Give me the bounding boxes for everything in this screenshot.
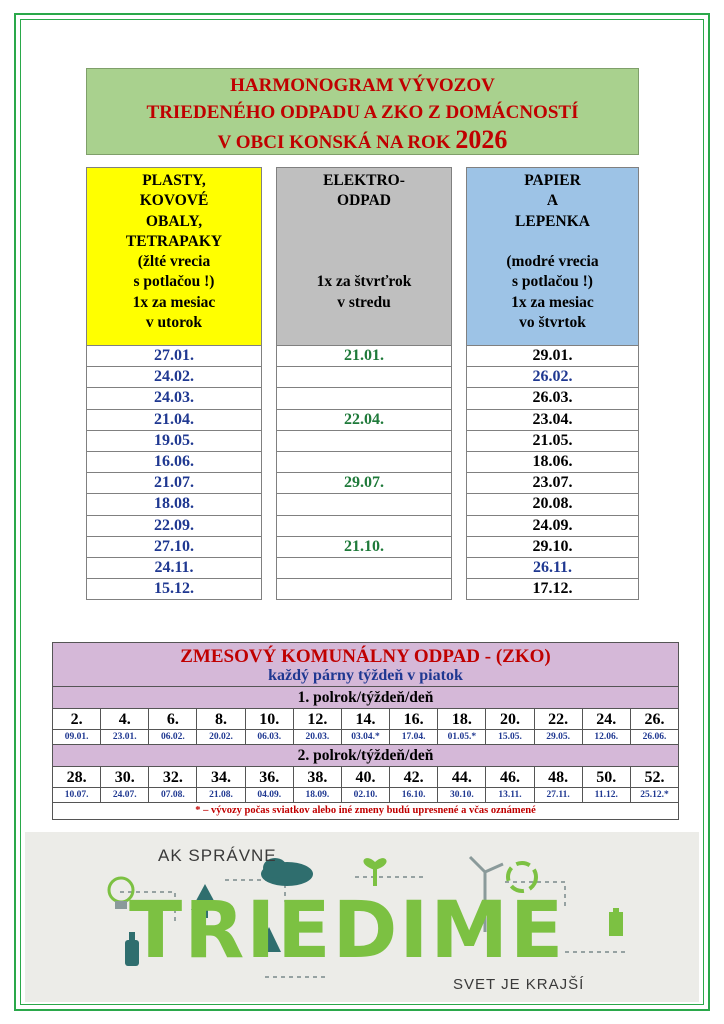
title-line-3 [87,126,638,156]
papier-date: 26.02. [466,367,639,388]
elektro-date: 21.10. [276,537,452,558]
zko-week: 14. [342,709,390,729]
elektro-date [276,579,452,600]
title-line-3-text: V OBCI KONSKÁ NA ROK [217,132,451,153]
zko-week: 42. [390,767,438,787]
elektro-header-line: v stredu [337,293,391,311]
papier-date: 26.11. [466,558,639,579]
papier-header-line: PAPIER [524,172,581,189]
zko-week: 40. [342,767,390,787]
papier-date: 18.06. [466,452,639,473]
elektro-date [276,452,452,473]
zko-week: 4. [101,709,149,729]
zko-week: 52. [644,769,665,786]
zko-date: 07.08. [149,788,197,802]
plasty-date: 24.02. [86,367,262,388]
zko-week: 50. [583,767,631,787]
elektro-date [276,388,452,409]
zko-date: 30.10. [438,788,486,802]
zko-date: 01.05.* [438,730,486,744]
plasty-date: 27.01. [86,346,262,367]
papier-date: 23.04. [466,410,639,431]
papier-date: 23.07. [466,473,639,494]
zko-week: 46. [486,767,534,787]
papier-dates [466,346,639,600]
zko-week: 2. [53,709,101,729]
plasty-header-line: (žlté vrecia [137,253,211,271]
plasty-header-line: v utorok [145,314,203,332]
title-line-2: TRIEDENÉHO ODPADU A ZKO Z DOMÁCNOSTÍ [146,102,579,123]
plasty-header-line: PLASTY, [142,172,206,189]
elektro-header-line: 1x za štvrťrok [316,273,412,291]
zko-date: 11.12. [583,788,631,802]
zko-date: 21.08. [197,788,245,802]
zko-table [52,642,679,820]
papier-header-line: LEPENKA [515,212,590,230]
zko-date: 17.04. [390,730,438,744]
zko-note: * – vývozy počas sviatkov alebo iné zmeny budú upresnené a včas oznámené [53,803,678,819]
banner-bottom-text: SVET JE KRAJŠÍ [453,976,585,993]
papier-header-line: A [546,192,559,210]
title-year: 2026 [455,125,508,154]
zko-date: 20.03. [294,730,342,744]
plasty-date: 24.03. [86,388,262,409]
elektro-date [276,367,452,388]
plasty-date: 16.06. [86,452,262,473]
zko-title: ZMESOVÝ KOMUNÁLNY ODPAD - (ZKO) [180,646,551,667]
plasty-header [86,167,262,346]
plasty-header-line: OBALY, [145,212,203,230]
elektro-header-line: ODPAD [337,192,391,210]
banner-top-text: AK SPRÁVNE [158,846,277,865]
recycling-banner [25,832,699,1002]
zko-date: 24.07. [101,788,149,802]
zko-week: 26. [644,711,665,728]
plasty-date: 15.12. [86,579,262,600]
plasty-date: 24.11. [86,558,262,579]
papier-date: 21.05. [466,431,639,452]
zko-week: 6. [149,709,197,729]
zko-date: 27.11. [535,788,583,802]
plasty-date: 27.10. [86,537,262,558]
zko-date: 04.09. [246,788,294,802]
zko-date: 18.09. [294,788,342,802]
zko-date: 25.12.* [640,790,669,800]
zko-week: 32. [149,767,197,787]
zko-date: 12.06. [583,730,631,744]
zko-week: 48. [535,767,583,787]
elektro-header-line: ELEKTRO- [323,172,405,189]
elektro-date: 21.01. [276,346,452,367]
papier-date: 17.12. [466,579,639,600]
banner-main-word: TRIEDIME [129,886,566,976]
elektro-date [276,494,452,515]
zko-week: 16. [390,709,438,729]
zko-half2-weeks [53,767,678,788]
zko-date: 23.01. [101,730,149,744]
zko-half2-label: 2. polrok/týždeň/deň [53,745,678,767]
elektro-dates [276,346,452,600]
zko-date: 06.03. [246,730,294,744]
zko-date: 13.11. [486,788,534,802]
plasty-date: 19.05. [86,431,262,452]
papier-date: 26.03. [466,388,639,409]
zko-week: 18. [438,709,486,729]
zko-week: 44. [438,767,486,787]
zko-week: 34. [197,767,245,787]
title-line-1: HARMONOGRAM VÝVOZOV [230,75,495,96]
zko-date: 16.10. [390,788,438,802]
papier-header-line: (modré vrecia [506,253,599,271]
zko-title-block [53,643,678,687]
zko-half1-label: 1. polrok/týždeň/deň [53,687,678,709]
battery-icon [609,908,623,936]
papier-date: 29.01. [466,346,639,367]
papier-header-line: s potlačou !) [512,273,593,291]
elektro-header [276,167,452,346]
zko-week: 38. [294,767,342,787]
plasty-date: 21.07. [86,473,262,494]
zko-date: 29.05. [535,730,583,744]
zko-date: 20.02. [197,730,245,744]
zko-week: 22. [535,709,583,729]
zko-week: 28. [53,767,101,787]
zko-half2-dates [53,788,678,803]
plasty-date: 18.08. [86,494,262,515]
plasty-dates [86,346,262,600]
plant-icon [363,858,386,886]
zko-date: 02.10. [342,788,390,802]
banner-illustration [25,832,699,1002]
zko-date: 15.05. [486,730,534,744]
zko-date: 26.06. [642,732,667,742]
zko-week: 12. [294,709,342,729]
plasty-header-line: 1x za mesiac [132,293,216,311]
papier-date: 24.09. [466,516,639,537]
plasty-date: 22.09. [86,516,262,537]
elektro-date [276,431,452,452]
elektro-date: 22.04. [276,410,452,431]
zko-week: 20. [486,709,534,729]
zko-week: 10. [246,709,294,729]
zko-subtitle: každý párny týždeň v piatok [268,667,463,684]
zko-half1-dates [53,730,678,745]
papier-date: 29.10. [466,537,639,558]
zko-date: 10.07. [53,788,101,802]
plasty-header-line: TETRAPAKY [125,232,223,250]
elektro-date: 29.07. [276,473,452,494]
zko-date: 03.04.* [342,730,390,744]
zko-week: 8. [197,709,245,729]
plasty-header-line: s potlačou !) [133,273,215,291]
papier-header [466,167,639,346]
zko-week: 36. [246,767,294,787]
plasty-header-line: KOVOVÉ [139,192,209,210]
plasty-date: 21.04. [86,410,262,431]
elektro-date [276,516,452,537]
zko-half1-weeks [53,709,678,730]
schedule-title [86,68,639,155]
zko-week: 30. [101,767,149,787]
papier-header-line: 1x za mesiac [511,293,594,311]
zko-date: 09.01. [53,730,101,744]
papier-header-line: vo štvrtok [519,314,586,332]
elektro-date [276,558,452,579]
zko-week: 24. [583,709,631,729]
papier-date: 20.08. [466,494,639,515]
zko-date: 06.02. [149,730,197,744]
